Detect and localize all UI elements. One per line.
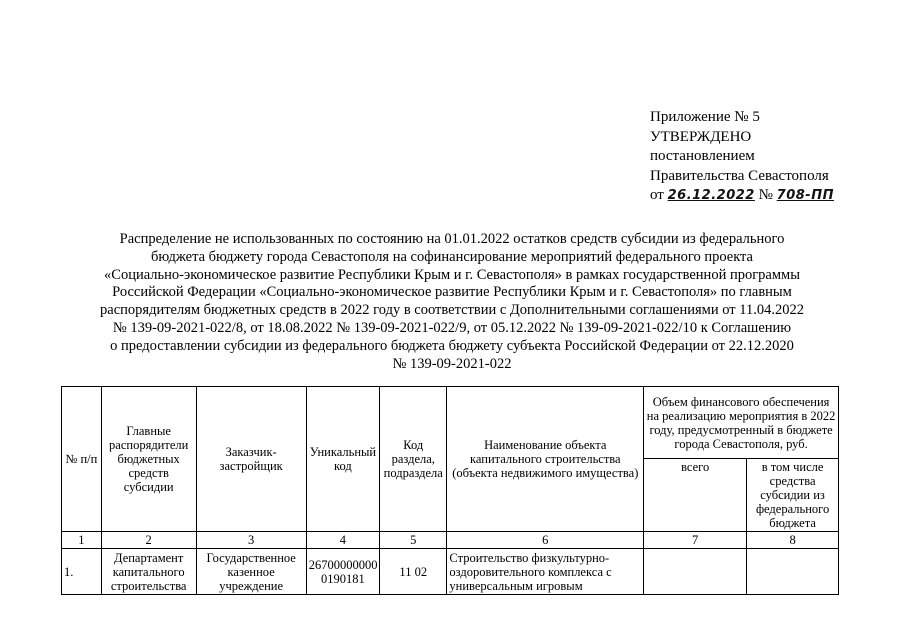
approved-label: УТВЕРЖДЕНО bbox=[650, 128, 752, 145]
title-line: Распределение не использованных по состоянию на 01.01.2022 остатков средств субсидии из федерального bbox=[119, 231, 785, 247]
row-federal bbox=[747, 549, 839, 595]
document-title bbox=[60, 231, 844, 373]
title-line: о предоставлении субсидии из федерального бюджета бюджету субъекта Российской Федерации от 22.12.2020 bbox=[110, 337, 794, 354]
column-number: 7 bbox=[644, 532, 747, 549]
row-section-code: 11 02 bbox=[380, 549, 447, 595]
header-section-code: Код раздела, подраздела bbox=[380, 387, 447, 532]
title-line: Российской Федерации «Социально-экономическое развитие Республики Крым и г. Севастополя» по главным bbox=[112, 284, 792, 301]
column-number: 6 bbox=[447, 532, 644, 549]
number-prefix: № bbox=[758, 187, 773, 203]
date-prefix: от bbox=[650, 187, 664, 203]
header-customer: Заказчик-застройщик bbox=[196, 387, 306, 532]
header-object-name: Наименование объекта капитального строительства (объекта недвижимого имущества) bbox=[447, 387, 644, 532]
title-line: № 139-09-2021-022/8, от 18.08.2022 № 139-09-2021-022/9, от 05.12.2022 № 139-09-2021-022/10 к Соглашению bbox=[112, 319, 792, 336]
government-label: Правительства Севастополя bbox=[650, 167, 829, 184]
column-number: 1 bbox=[62, 532, 102, 549]
row-unique-code: 26700000000 0190181 bbox=[306, 549, 379, 595]
appendix-number: Приложение № 5 bbox=[650, 109, 760, 125]
approval-date-line bbox=[650, 186, 834, 206]
header-federal: в том числе средства субсидии из федерального бюджета bbox=[747, 459, 839, 532]
row-manager: Департамент капитального строительства bbox=[101, 549, 196, 595]
resolution-label: постановлением bbox=[650, 148, 755, 164]
row-total bbox=[644, 549, 747, 595]
distribution-table bbox=[61, 386, 839, 595]
header-unique-code: Уникальный код bbox=[306, 387, 379, 532]
row-object-name: Строительство физкультурно-оздоровительного комплекса с универсальным игровым bbox=[447, 549, 644, 595]
header-main-managers: Главные распорядители бюджетных средств субсидии bbox=[101, 387, 196, 532]
handwritten-date: 26.12.2022 bbox=[667, 188, 755, 203]
table-row bbox=[62, 549, 839, 595]
title-line: № 139-09-2021-022 bbox=[392, 355, 512, 372]
row-customer: Государственное казенное учреждение bbox=[196, 549, 306, 595]
column-number: 3 bbox=[196, 532, 306, 549]
handwritten-number: 708-ПП bbox=[776, 188, 834, 203]
column-number: 5 bbox=[380, 532, 447, 549]
column-number: 8 bbox=[747, 532, 839, 549]
header-total: всего bbox=[644, 459, 747, 532]
column-number: 2 bbox=[101, 532, 196, 549]
title-line: «Социально-экономическое развитие Республики Крым и г. Севастополя» в рамках государственной программы bbox=[104, 266, 800, 283]
column-number: 4 bbox=[306, 532, 379, 549]
header-num: № п/п bbox=[62, 387, 102, 532]
title-line: распорядителям бюджетных средств в 2022 году в соответствии с Дополнительными соглашениями от 11.04.2022 bbox=[100, 302, 804, 319]
row-num: 1. bbox=[62, 549, 102, 595]
title-line: бюджета бюджету города Севастополя на софинансирование мероприятий федерального проекта bbox=[150, 248, 753, 265]
header-funding-group: Объем финансового обеспечения на реализацию мероприятия в 2022 году, предусмотренный в бюджете города Севастополя, руб. bbox=[644, 387, 839, 459]
appendix-block bbox=[650, 108, 834, 206]
